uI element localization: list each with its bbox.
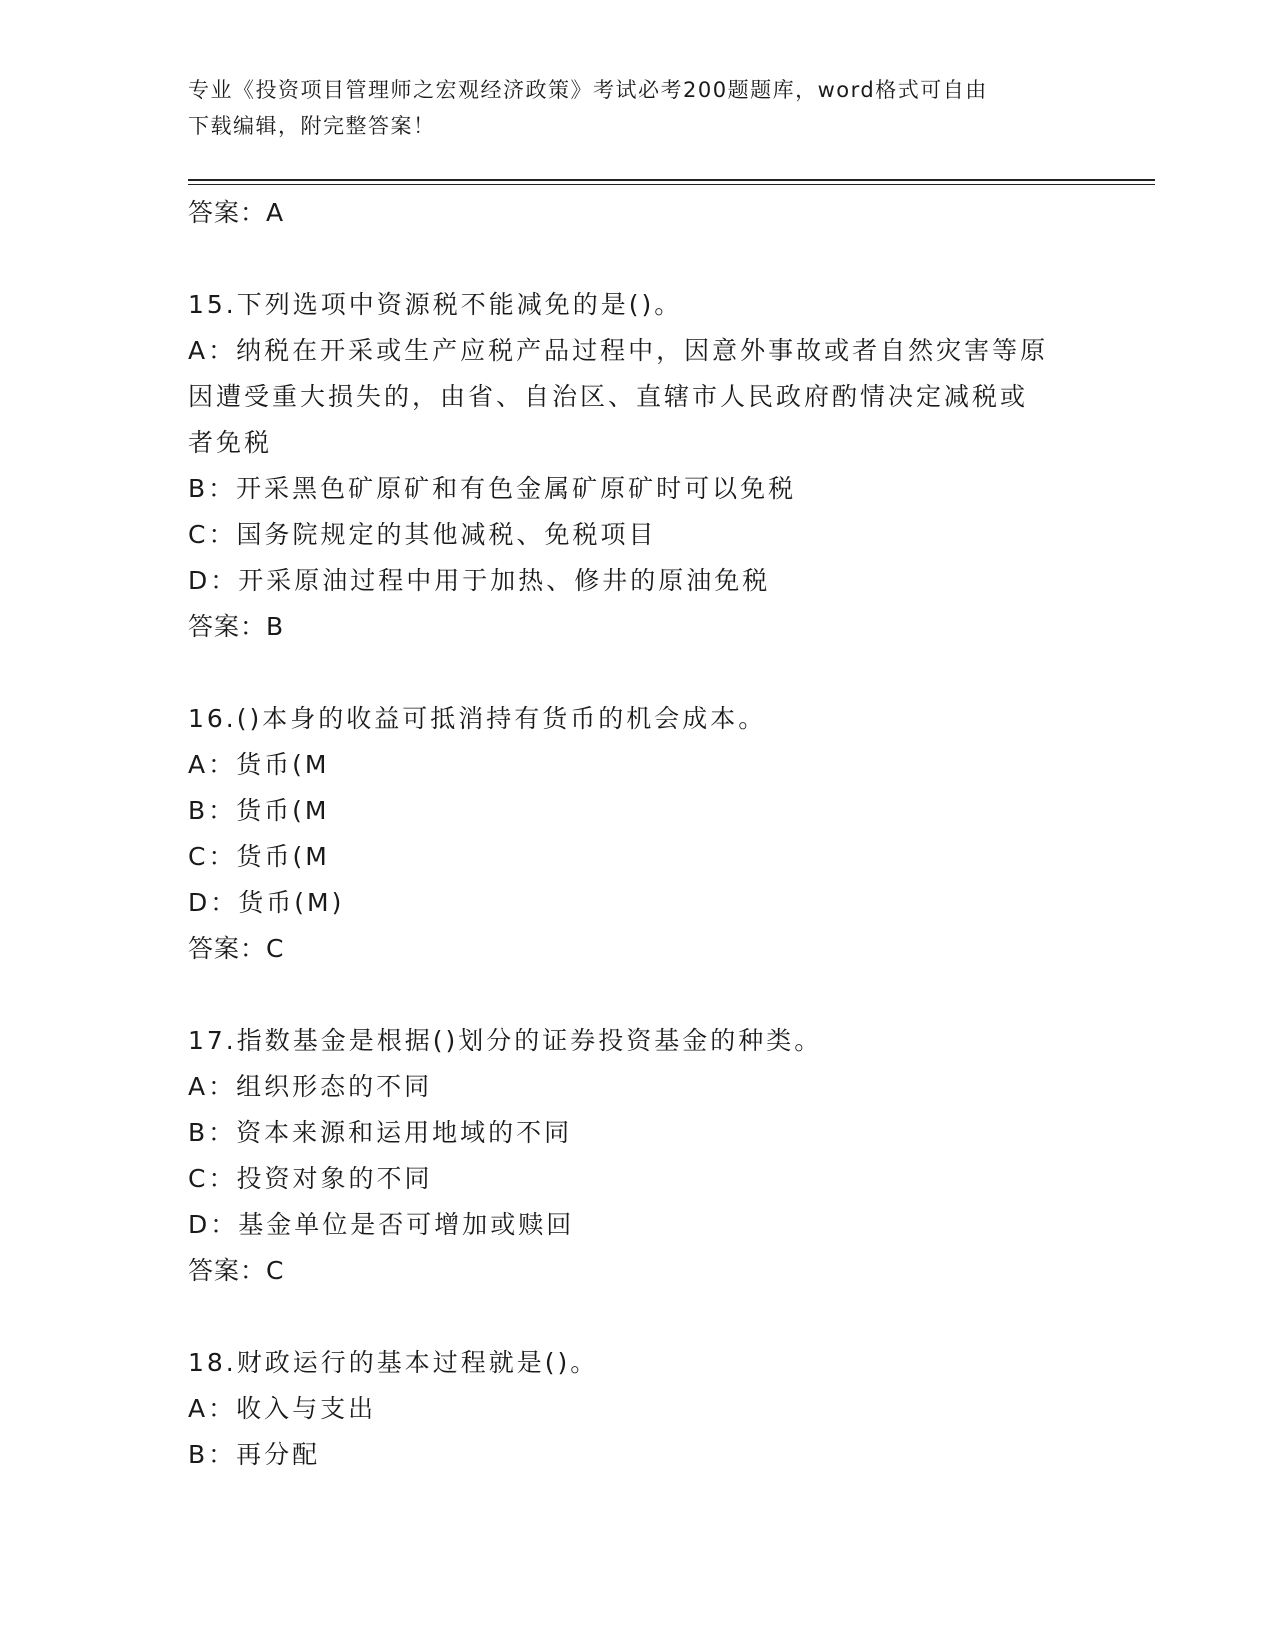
header-line-2: 下载编辑，附完整答案！ bbox=[188, 114, 436, 138]
option-a: A：货币(M bbox=[188, 750, 330, 779]
option-a: A：组织形态的不同 bbox=[188, 1072, 433, 1101]
option-d: D：货币(M) bbox=[188, 888, 345, 917]
answer-line: 答案：C bbox=[188, 934, 285, 963]
answer-line: 答案：A bbox=[188, 198, 285, 227]
answer-line: 答案：B bbox=[188, 612, 285, 641]
header-divider-thin bbox=[188, 184, 1155, 185]
option-a: A：纳税在开采或生产应税产品过程中，因意外事故或者自然灾害等原 bbox=[188, 336, 1049, 365]
option-d: D：基金单位是否可增加或赎回 bbox=[188, 1210, 575, 1239]
question-stem: 15.下列选项中资源税不能减免的是()。 bbox=[188, 290, 683, 319]
answer-line: 答案：C bbox=[188, 1256, 285, 1285]
option-c: C：投资对象的不同 bbox=[188, 1164, 433, 1193]
option-b: B：开采黑色矿原矿和有色金属矿原矿时可以免税 bbox=[188, 474, 797, 503]
question-16 bbox=[188, 696, 1088, 972]
question-17 bbox=[188, 1018, 1088, 1294]
question-15 bbox=[188, 282, 1088, 650]
option-d: D：开采原油过程中用于加热、修井的原油免税 bbox=[188, 566, 771, 595]
question-stem: 18.财政运行的基本过程就是()。 bbox=[188, 1348, 599, 1377]
option-a-continued: 因遭受重大损失的，由省、自治区、直辖市人民政府酌情决定减税或 bbox=[188, 382, 1029, 411]
question-list bbox=[188, 190, 1088, 1478]
option-a: A：收入与支出 bbox=[188, 1394, 377, 1423]
option-a-continued: 者免税 bbox=[188, 428, 273, 457]
document-header bbox=[188, 72, 1088, 144]
question-stem: 16.()本身的收益可抵消持有货币的机会成本。 bbox=[188, 704, 767, 733]
question-stem: 17.指数基金是根据()划分的证券投资基金的种类。 bbox=[188, 1026, 823, 1055]
option-c: C：货币(M bbox=[188, 842, 330, 871]
option-b: B：再分配 bbox=[188, 1440, 321, 1469]
option-b: B：资本来源和运用地域的不同 bbox=[188, 1118, 573, 1147]
question-18 bbox=[188, 1340, 1088, 1478]
option-c: C：国务院规定的其他减税、免税项目 bbox=[188, 520, 657, 549]
option-b: B：货币(M bbox=[188, 796, 330, 825]
header-divider-thick bbox=[188, 179, 1155, 181]
header-line-1: 专业《投资项目管理师之宏观经济政策》考试必考200题题库，word格式可自由 bbox=[188, 78, 988, 102]
